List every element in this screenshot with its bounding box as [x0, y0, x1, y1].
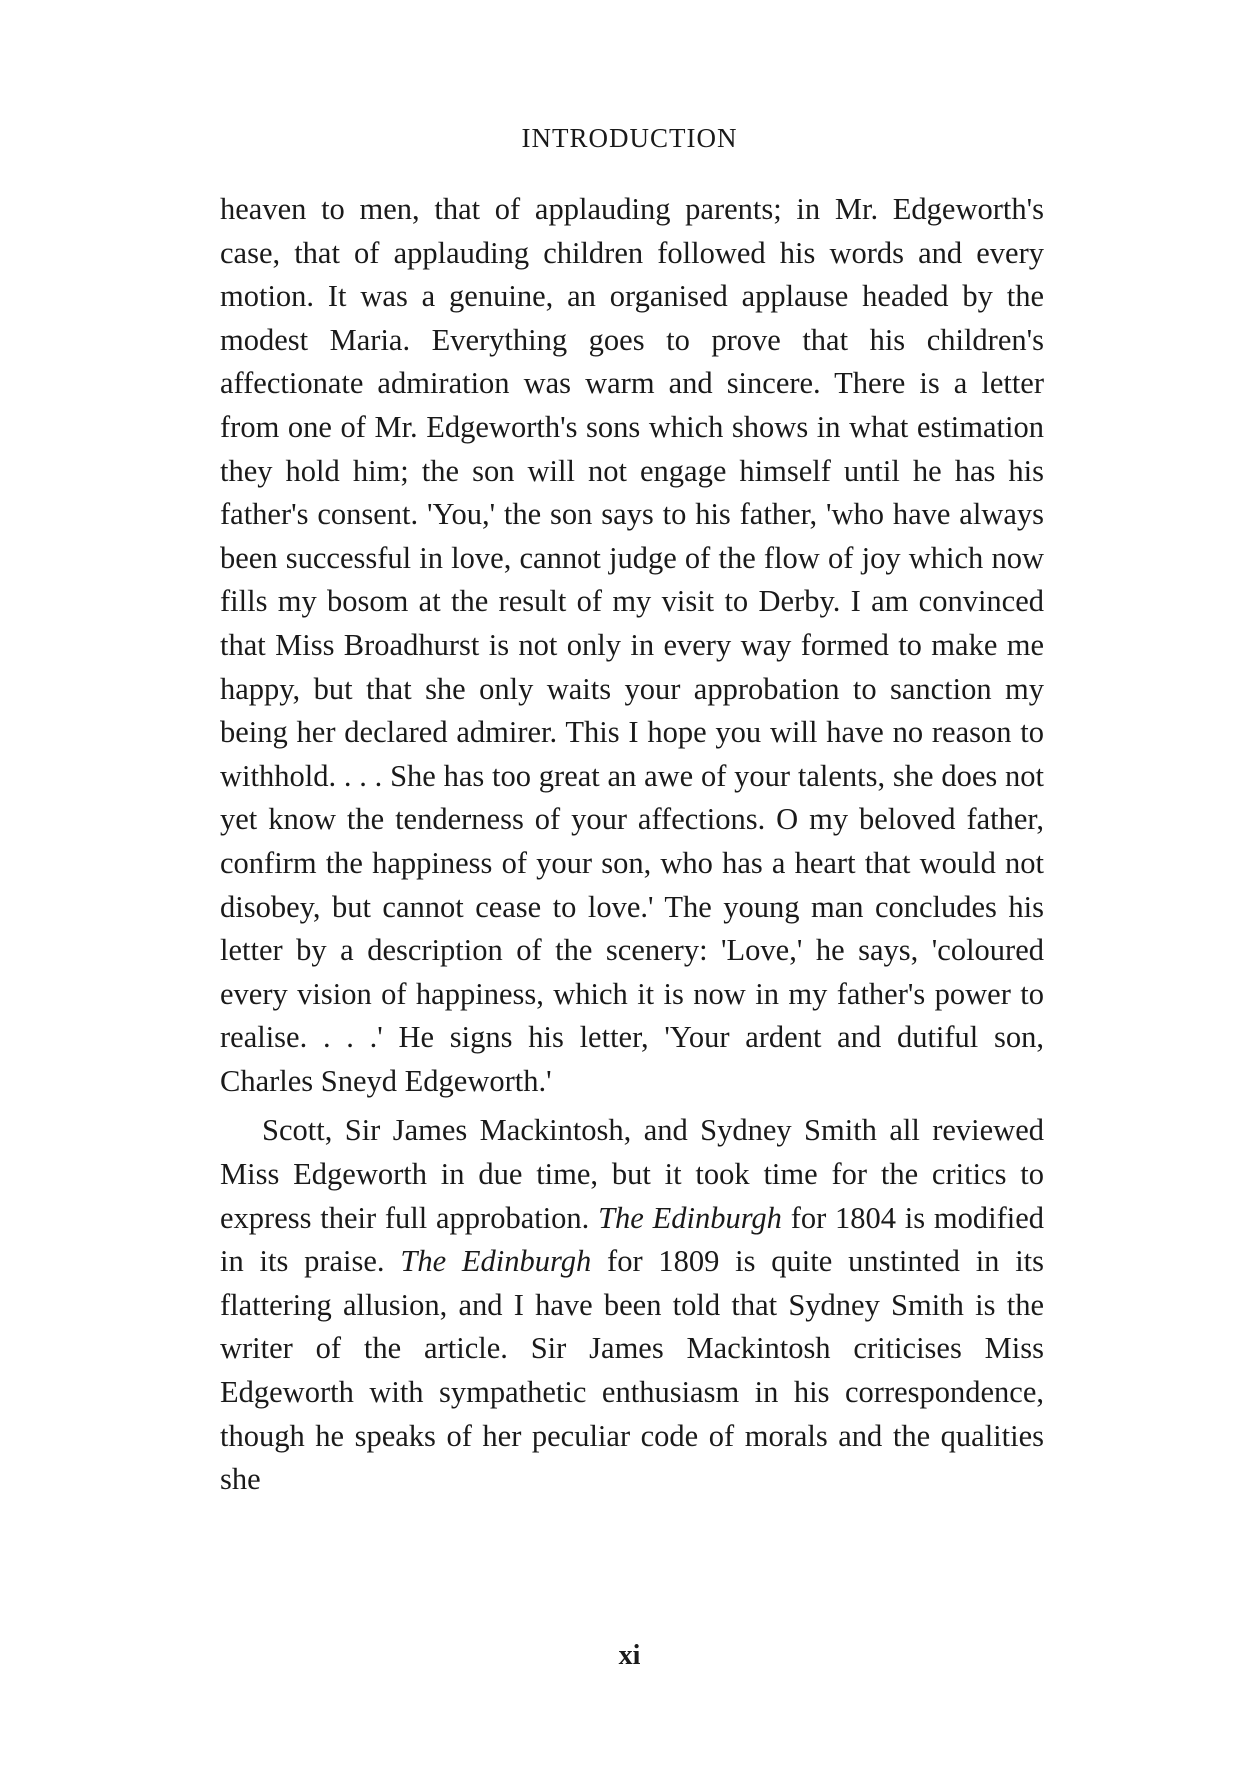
- journal-title: The Edinburgh: [400, 1244, 592, 1279]
- body-text: [220, 188, 1044, 1502]
- text-run: Scott, Sir James Mackintosh, and Sydney Smith all reviewed Miss Edgeworth in due time, but it took time for the critics to express their full approbation.: [220, 1113, 1044, 1235]
- text-run: for 1809 is quite unstinted in its flattering allusion, and I have been told that Sydney Smith is the writer of the article. Sir James Mackintosh criticises Miss Edgeworth with sympathetic enthusiasm in his correspondence, though he speaks of her peculiar code of morals and the qualities she: [220, 1244, 1045, 1497]
- paragraph: heaven to men, that of applauding parents; in Mr. Edgeworth's case, that of applauding children followed his words and every motion. It was a genuine, an organised applause headed by the modest Maria. Everything goes to prove that his children's affectionate admiration was warm and sincere. There is a letter from one of Mr. Edgeworth's sons which shows in what estimation they hold him; the son will not engage himself until he has his father's consent. 'You,' the son says to his father, 'who have always been successful in love, cannot judge of the flow of joy which now fills my bosom at the result of my visit to Derby. I am convinced that Miss Broadhurst is not only in every way formed to make me happy, but that she only waits your approbation to sanction my being her declared admirer. This I hope you will have no reason to withhold. . . . She has too great an awe of your talents, she does not yet know the tenderness of your affections. O my beloved father, confirm the happiness of your son, who has a heart that would not disobey, but cannot cease to love.' The young man concludes his letter by a description of the scenery: 'Love,' he says, 'coloured every vision of happiness, which it is now in my father's power to realise. . . .' He signs his letter, 'Your ardent and dutiful son, Charles Sneyd Edgeworth.': [220, 192, 1044, 1098]
- paragraph: [220, 1109, 1044, 1501]
- running-header: INTRODUCTION: [521, 123, 738, 153]
- page-number: xi: [618, 1640, 641, 1671]
- journal-title: The Edinburgh: [598, 1200, 782, 1235]
- text-run: for 1804 is modified in its praise.: [220, 1200, 1045, 1279]
